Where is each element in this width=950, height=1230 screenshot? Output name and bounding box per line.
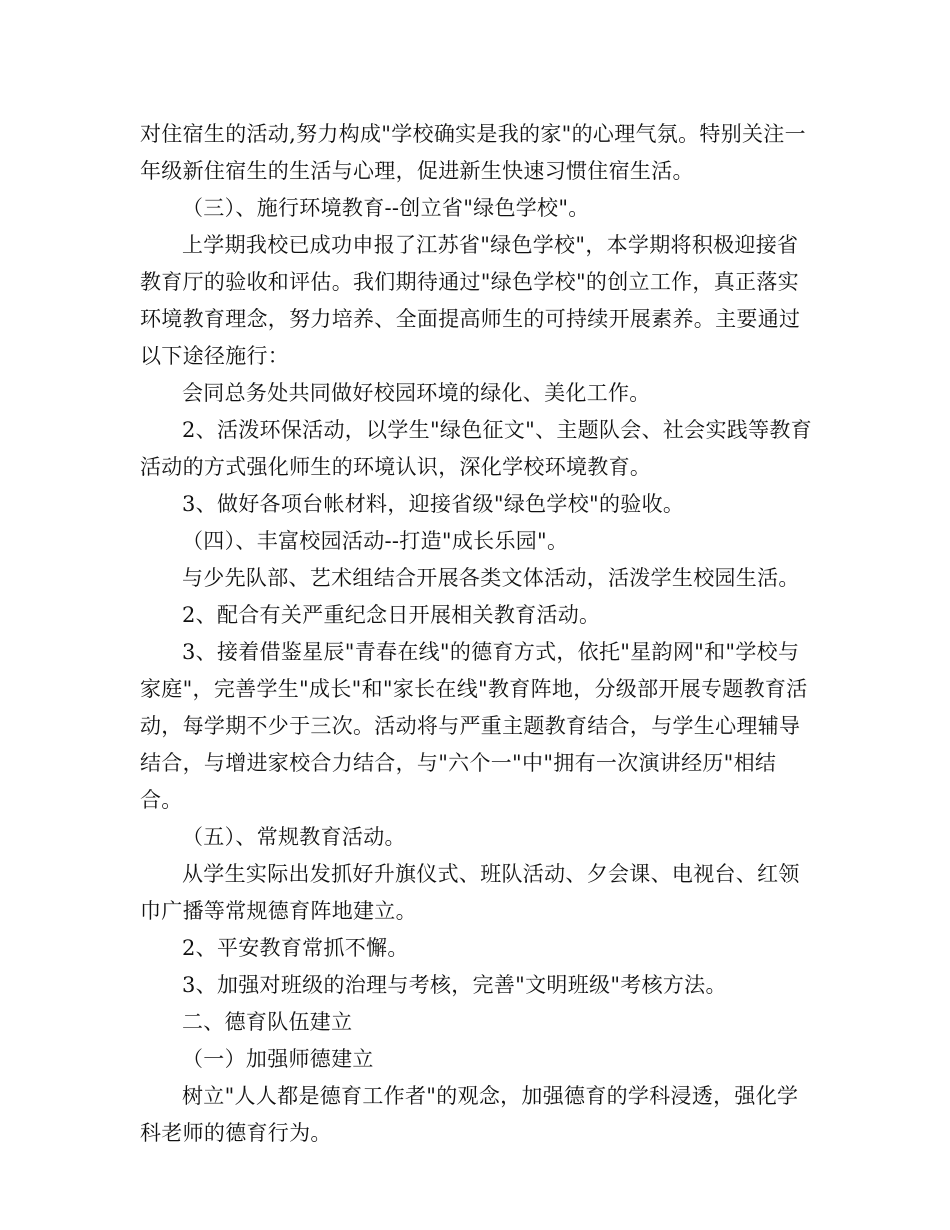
paragraph-moral-worker: 树立"人人都是德育工作者"的观念，加强德育的学科浸透，强化学科老师的德育行为。	[140, 1084, 799, 1145]
heading-campus-activities: （四）、丰富校园活动--打造"成长乐园"。	[182, 529, 569, 553]
heading-moral-team: 二、德育队伍建立	[182, 1010, 353, 1034]
heading-teacher-ethics: （一）加强师德建立	[182, 1047, 374, 1071]
paragraph-class-management: 3、加强对班级的治理与考核，完善"文明班级"考核方法。	[182, 973, 727, 997]
paragraph-online-education: 3、接着借鉴星辰"青春在线"的德育方式，依托"星韵网"和"学校与家庭"，完善学生"成长"和"家长在线"教育阵地，分级部开展专题教育活动，每学期不少于三次。活动将与严重主题教育结合，与学生心理辅导结合，与增进家校合力结合，与"六个一"中"拥有一次演讲经历"相结合。	[140, 640, 808, 812]
heading-environment-education: （三）、施行环境教育--创立省"绿色学校"。	[182, 196, 590, 220]
paragraph-environmental-activities: 2、活泼环保活动，以学生"绿色征文"、主题队会、社会实践等教育活动的方式强化师生的环境认识，深化学校环境教育。	[140, 418, 812, 479]
paragraph-green-school: 上学期我校已成功申报了江苏省"绿色学校"，本学期将积极迎接省教育厅的验收和评估。我们期待通过"绿色学校"的创立工作，真正落实环境教育理念，努力培养、全面提高师生的可持续开展素养。主要通过以下途径施行：	[140, 233, 801, 368]
paragraph-cultural-activities: 与少先队部、艺术组结合开展各类文体活动，活泼学生校园生活。	[182, 566, 800, 590]
paragraph-safety-education: 2、平安教育常抓不懈。	[182, 936, 409, 960]
heading-regular-education: （五）、常规教育活动。	[182, 825, 406, 849]
paragraph-boarding-students: 对住宿生的活动,努力构成"学校确实是我的家"的心理气氛。特别关注一年级新住宿生的生活与心理，促进新生快速习惯住宿生活。	[140, 122, 806, 183]
paragraph-ledger-materials: 3、做好各项台帐材料，迎接省级"绿色学校"的验收。	[182, 492, 685, 516]
paragraph-commemoration-days: 2、配合有关严重纪念日开展相关教育活动。	[182, 603, 601, 627]
document-body	[140, 116, 812, 1152]
paragraph-campus-greening: 会同总务处共同做好校园环境的绿化、美化工作。	[182, 381, 651, 405]
paragraph-flag-ceremony: 从学生实际出发抓好升旗仪式、班队活动、夕会课、电视台、红领巾广播等常规德育阵地建立。	[140, 862, 800, 923]
